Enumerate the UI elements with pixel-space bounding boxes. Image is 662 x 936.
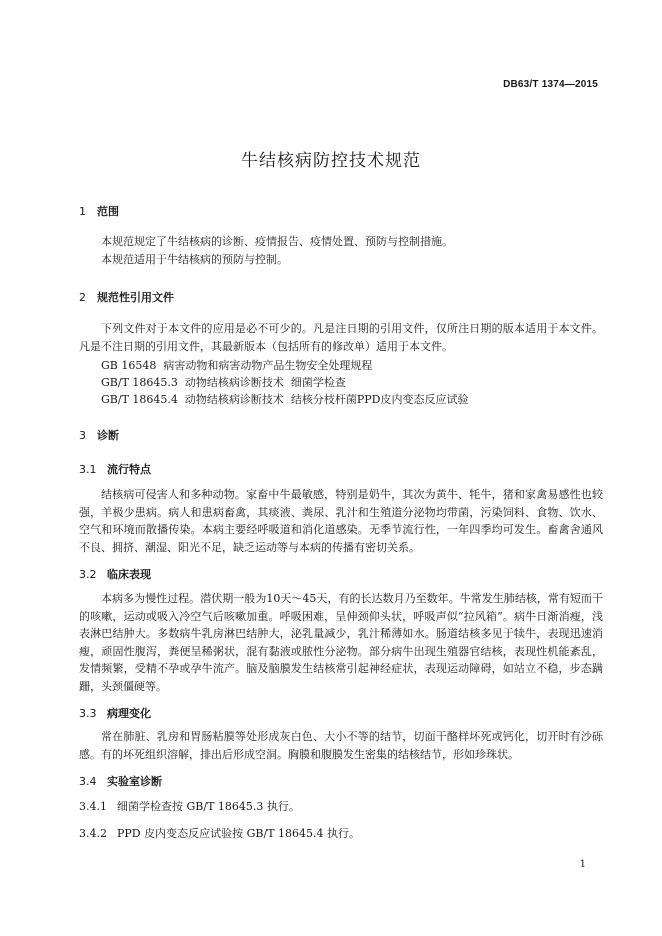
section-number: 3 (79, 429, 86, 442)
reference-item: GB/T 18645.3 动物结核病诊断技术 细菌学检查 (101, 376, 346, 389)
subsection-title: 病理变化 (107, 707, 151, 720)
clause-3-4-1 (79, 798, 300, 814)
subsection-number: 3.2 (79, 568, 97, 581)
page-title: 牛结核病防控技术规范 (241, 151, 421, 171)
clause-text: PPD 皮内变态反应试验按 GB/T 18645.4 执行。 (117, 827, 361, 840)
subsection-3-3-heading (79, 705, 151, 721)
paragraph: 下列文件对于本文件的应用是必不可少的。凡是注日期的引用文件，仅所注日期的版本适用于本文件。凡是不注日期的引用文件，其最新版本（包括所有的修改单）适用于本文件。 (79, 322, 603, 353)
subsection-number: 3.1 (79, 463, 97, 476)
doc-code: DB63/T 1374—2015 (503, 79, 598, 90)
paragraph: 本规范规定了牛结核病的诊断、疫情报告、疫情处置、预防与控制措施。 (101, 235, 453, 248)
section-title: 范围 (97, 205, 119, 218)
subsection-title: 实验室诊断 (107, 775, 162, 788)
section-1-heading (79, 203, 119, 219)
subsection-3-1-heading (79, 461, 151, 477)
page-number: 1 (579, 859, 586, 870)
subsection-number: 3.4 (79, 775, 97, 788)
section-3-heading (79, 427, 119, 443)
clause-number: 3.4.1 (79, 800, 107, 813)
subsection-3-2-heading (79, 566, 151, 582)
section-title: 规范性引用文件 (97, 291, 174, 304)
subsection-3-4-heading (79, 773, 162, 789)
section-number: 2 (79, 291, 86, 304)
paragraph: 本规范适用于牛结核病的预防与控制。 (101, 253, 288, 266)
subsection-number: 3.3 (79, 707, 97, 720)
clause-text: 细菌学检查按 GB/T 18645.3 执行。 (117, 800, 300, 813)
reference-item: GB/T 18645.4 动物结核病诊断技术 结核分枝杆菌PPD皮内变态反应试验 (101, 393, 469, 406)
clause-number: 3.4.2 (79, 827, 107, 840)
subsection-title: 临床表现 (107, 568, 151, 581)
paragraph: 结核病可侵害人和多种动物。家畜中牛最敏感，特别是奶牛，其次为黄牛、牦牛，猪和家禽易感性也较强，羊极少患病。病人和患病畜禽，其痰液、粪尿、乳汁和生殖道分泌物均带菌，污染饲料、食物、饮水、空气和环境而散播传染。本病主要经呼吸道和消化道感染。无季节流行性，一年四季均可发生。畜禽舍通风不良、拥挤、潮湿、阳光不足，缺乏运动等与本病的传播有密切关系。 (79, 488, 603, 554)
paragraph: 本病多为慢性过程。潜伏期一般为10天～45天，有的长达数月乃至数年。牛常发生肺结核，常有短而干的咳嗽，运动或吸入冷空气后咳嗽加重。呼吸困难，呈伸颈仰头状，呼吸声似“拉风箱”。病牛日渐消瘦，浅表淋巴结肿大。多数病牛乳房淋巴结肿大，泌乳量减少，乳汁稀薄如水。肠道结核多见于犊牛，表现迅速消瘦，顽固性腹泻，粪便呈稀粥状，混有黏液或脓性分泌物。部分病牛出现生殖器官结核，表现性机能紊乱，发情频繁，受精不孕或孕牛流产。脑及脑膜发生结核常引起神经症状，表现运动障碍，如站立不稳，步态蹒跚，头颈僵硬等。 (79, 592, 603, 693)
paragraph: 常在肺脏、乳房和胃肠粘膜等处形成灰白色、大小不等的结节，切面干酪样坏死或钙化，切开时有沙砾感。有的坏死组织溶解，排出后形成空洞。胸膜和腹膜发生密集的结核结节，形如珍珠状。 (79, 730, 603, 761)
subsection-title: 流行特点 (107, 463, 151, 476)
section-2-heading (79, 289, 174, 305)
reference-item: GB 16548 病害动物和病害动物产品生物安全处理规程 (101, 359, 373, 372)
section-title: 诊断 (97, 429, 119, 442)
clause-3-4-2 (79, 825, 360, 841)
section-number: 1 (79, 205, 86, 218)
